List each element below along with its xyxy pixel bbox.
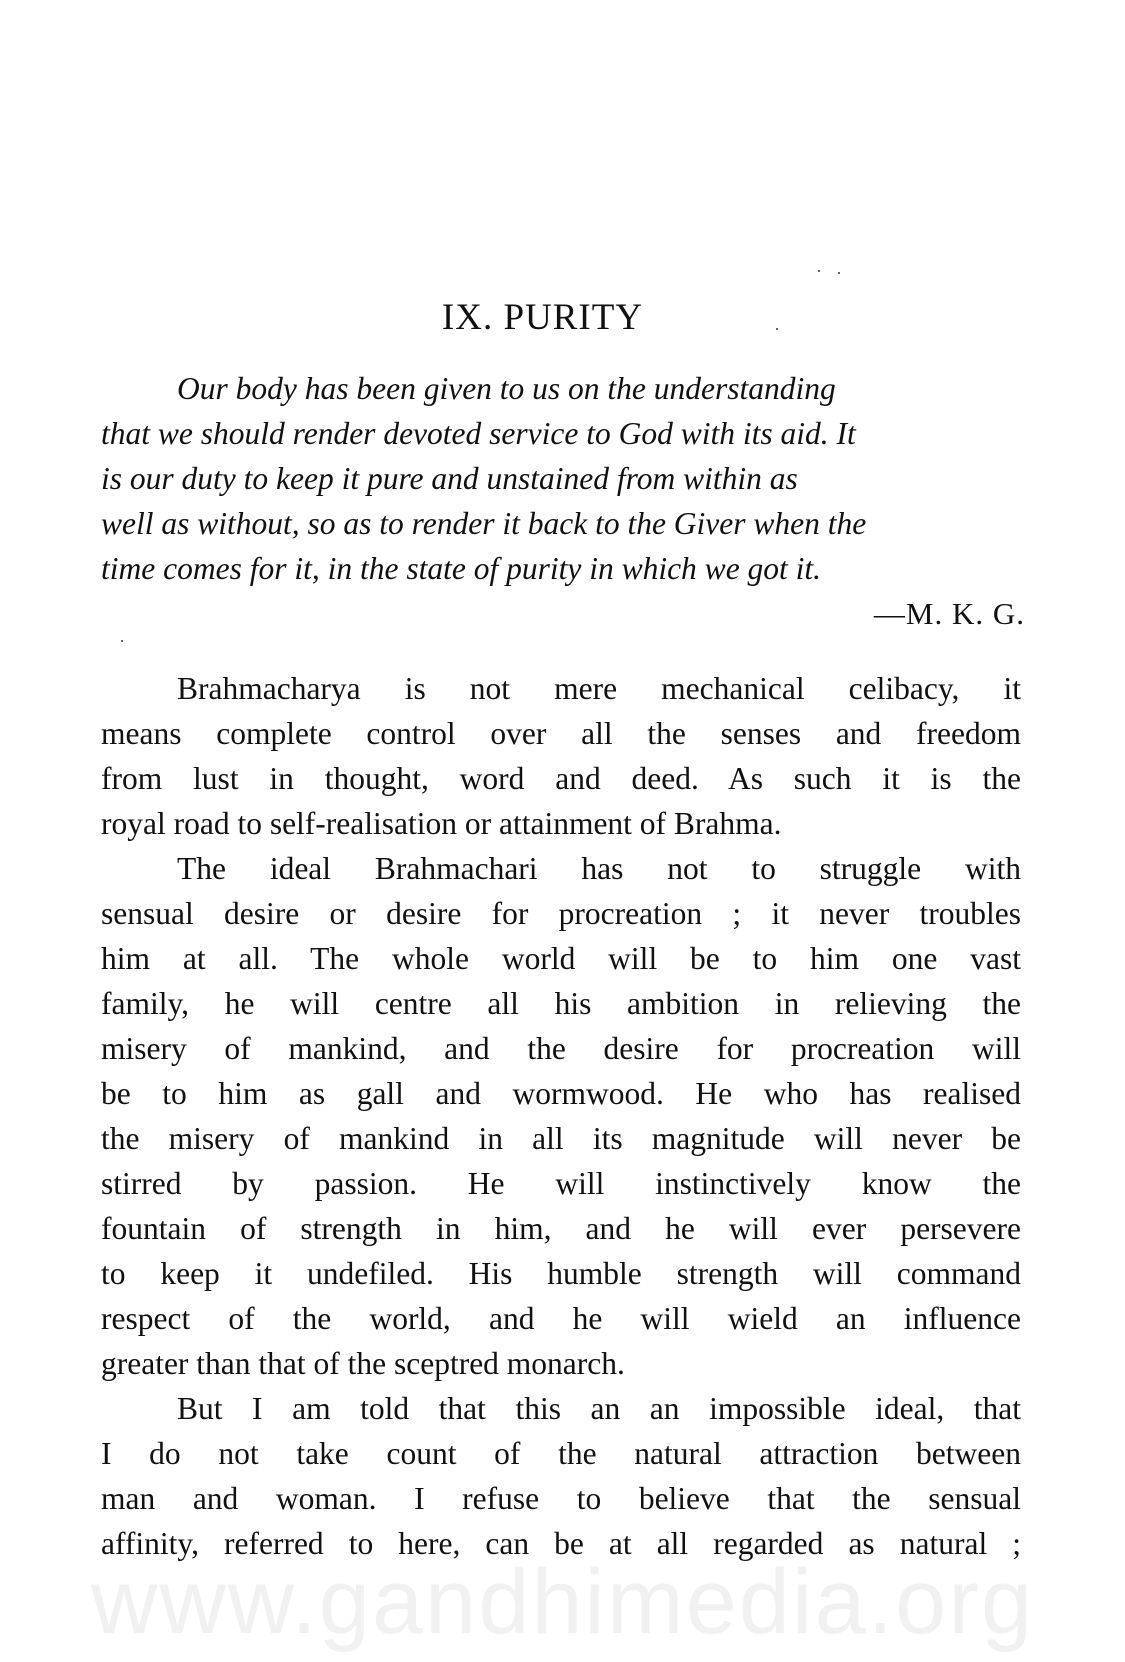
epigraph-line: Our body has been given to us on the understanding bbox=[177, 371, 836, 406]
text-line: The ideal Brahmachari has not to struggle with bbox=[177, 851, 1021, 886]
chapter-title: IX. PURITY bbox=[441, 297, 644, 338]
epigraph-line: well as without, so as to render it back to the Giver when the bbox=[101, 506, 867, 541]
print-speck bbox=[838, 272, 840, 274]
text-line: be to him as gall and wormwood. He who has realised bbox=[101, 1076, 1021, 1111]
print-speck bbox=[818, 270, 820, 272]
text-line: stirred by passion. He will instinctively know the bbox=[101, 1166, 1021, 1201]
paragraph bbox=[101, 666, 1021, 846]
text-line: I do not take count of the natural attraction between bbox=[101, 1436, 1021, 1471]
text-line: greater than that of the sceptred monarch. bbox=[101, 1346, 625, 1381]
text-line: fountain of strength in him, and he will ever persevere bbox=[101, 1211, 1021, 1246]
epigraph-line: that we should render devoted service to God with its aid. It bbox=[101, 416, 856, 451]
text-line: sensual desire or desire for procreation ; it never troubles bbox=[101, 896, 1021, 931]
epigraph-attribution: —M. K. G. bbox=[873, 596, 1025, 631]
print-speck bbox=[121, 640, 123, 642]
epigraph-quote bbox=[101, 366, 1021, 591]
text-line: affinity, referred to here, can be at all regarded as natural ; bbox=[101, 1526, 1021, 1561]
text-line: to keep it undefiled. His humble strength will command bbox=[101, 1256, 1021, 1291]
text-line: the misery of mankind in all its magnitude will never be bbox=[101, 1121, 1021, 1156]
epigraph-line: time comes for it, in the state of purity in which we got it. bbox=[101, 551, 822, 586]
paragraph bbox=[101, 1386, 1021, 1566]
text-line: family, he will centre all his ambition in relieving the bbox=[101, 986, 1021, 1021]
paragraph bbox=[101, 846, 1021, 1386]
text-line: misery of mankind, and the desire for procreation will bbox=[101, 1031, 1021, 1066]
text-line: Brahmacharya is not mere mechanical celibacy, it bbox=[177, 671, 1021, 706]
body-text bbox=[101, 666, 1021, 1566]
epigraph-line: is our duty to keep it pure and unstained from within as bbox=[101, 461, 798, 496]
text-line: respect of the world, and he will wield an influence bbox=[101, 1301, 1021, 1336]
text-line: means complete control over all the senses and freedom bbox=[101, 716, 1021, 751]
text-line: from lust in thought, word and deed. As such it is the bbox=[101, 761, 1021, 796]
text-line: man and woman. I refuse to believe that the sensual bbox=[101, 1481, 1021, 1516]
text-line: him at all. The whole world will be to him one vast bbox=[101, 941, 1021, 976]
text-line: But I am told that this an an impossible ideal, that bbox=[177, 1391, 1021, 1426]
watermark: www.gandhimedia.org bbox=[90, 1551, 1035, 1653]
text-line: royal road to self-realisation or attainment of Brahma. bbox=[101, 806, 782, 841]
